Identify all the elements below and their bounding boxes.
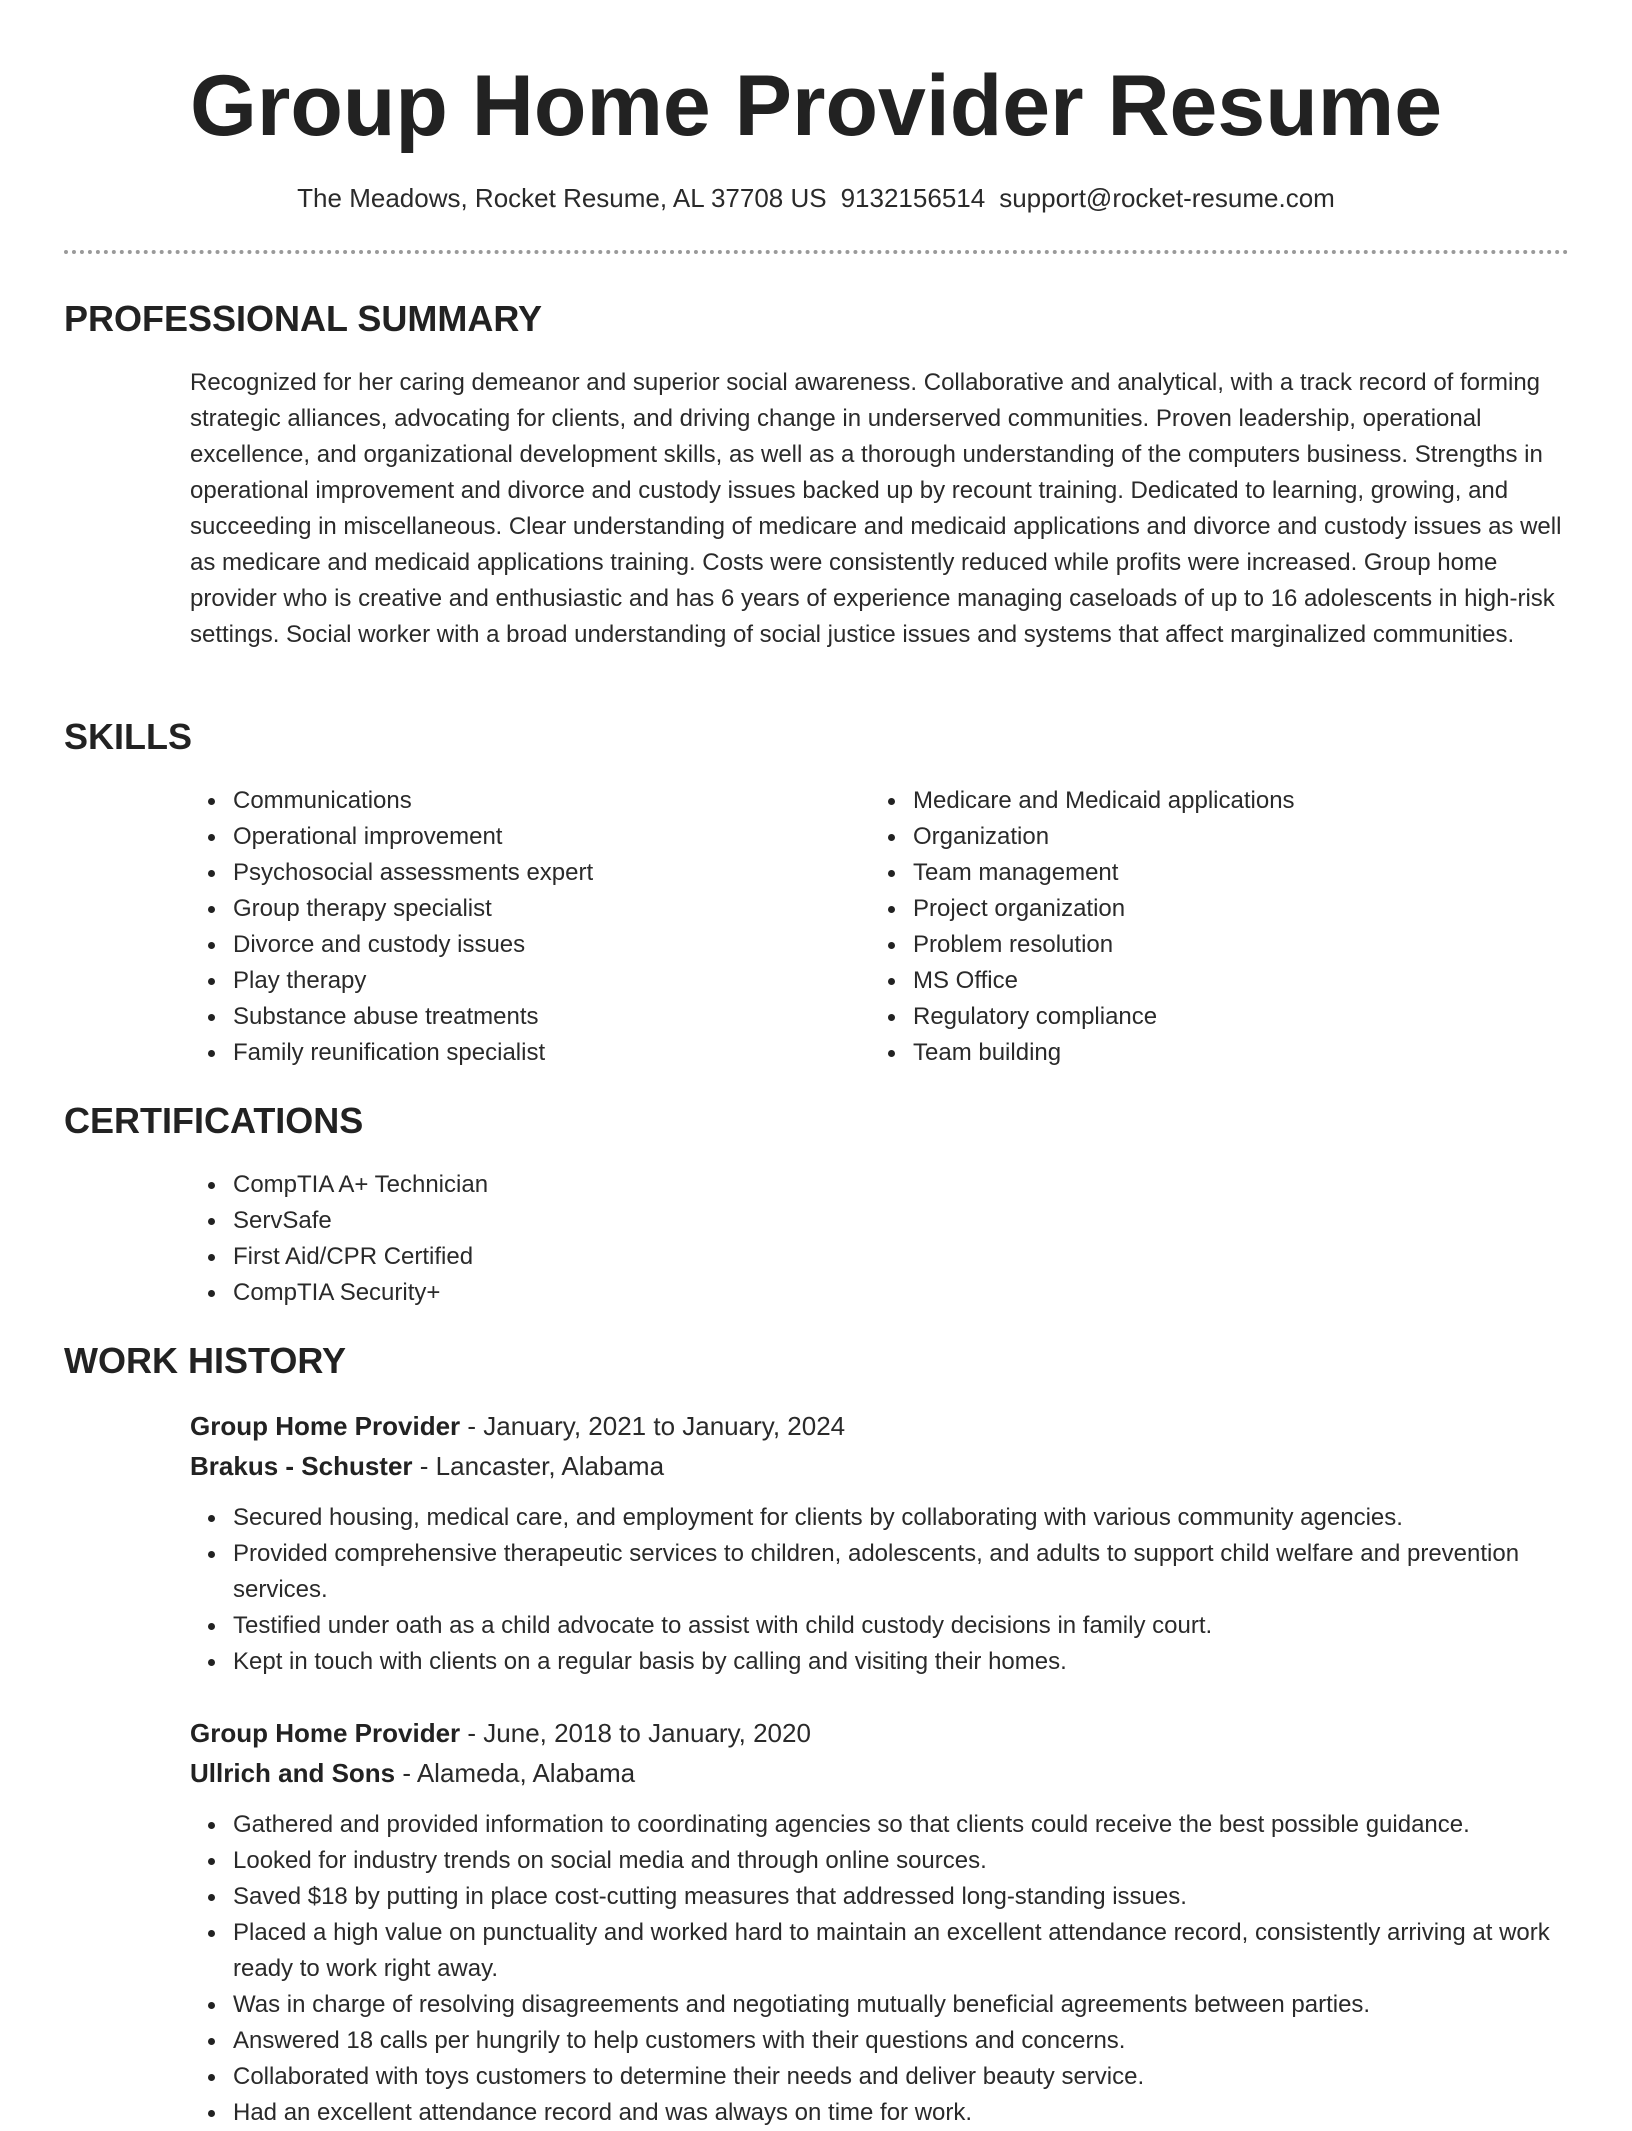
contact-line: [0, 180, 1632, 216]
certification-item: CompTIA A+ Technician: [190, 1167, 1570, 1203]
skill-item: Regulatory compliance: [870, 999, 1570, 1035]
skill-item: Divorce and custody issues: [190, 927, 830, 963]
job-dates: - June, 2018 to January, 2020: [467, 1718, 811, 1748]
header-divider: [64, 250, 1569, 254]
summary-text: Recognized for her caring demeanor and superior social awareness. Collaborative and analytical, with a track record of forming strategic alliances, advocating for clients, and driving change in underserved communities. Proven leadership, operational excellence, and organizational development skills, as well as a thorough understanding of the computers business. Strengths in operational improvement and divorce and custody issues backed up by recount training. Dedicated to learning, growing, and succeeding in miscellaneous. Clear understanding of medicare and medicaid applications and divorce and custody issues as well as medicare and medicaid applications training. Costs were consistently reduced while profits were increased. Group home provider who is creative and enthusiastic and has 6 years of experience managing caseloads of up to 16 adolescents in high-risk settings. Social worker with a broad understanding of social justice issues and systems that affect marginalized communities.: [190, 369, 1562, 648]
skill-item: Project organization: [870, 891, 1570, 927]
job-company-line: [190, 1753, 1570, 1793]
job-bullet: Was in charge of resolving disagreements and negotiating mutually beneficial agreements between parties.: [190, 1987, 1570, 2023]
job-bullet: Placed a high value on punctuality and worked hard to maintain an excellent attendance record, consistently arriving at work ready to work right away.: [190, 1915, 1570, 1987]
job-bullet: Answered 18 calls per hungrily to help customers with their questions and concerns.: [190, 2023, 1570, 2059]
skill-item: Medicare and Medicaid applications: [870, 783, 1570, 819]
job-company: Ullrich and Sons: [190, 1758, 396, 1788]
skill-item: Organization: [870, 819, 1570, 855]
job-bullet: Had an excellent attendance record and was always on time for work.: [190, 2095, 1570, 2131]
certification-item: ServSafe: [190, 1203, 1570, 1239]
skill-item: Play therapy: [190, 963, 830, 999]
summary-heading: PROFESSIONAL SUMMARY: [64, 298, 543, 339]
skill-item: MS Office: [870, 963, 1570, 999]
job-bullet: Collaborated with toys customers to determine their needs and deliver beauty service.: [190, 2059, 1570, 2095]
certification-item: First Aid/CPR Certified: [190, 1239, 1570, 1275]
resume-title: Group Home Provider Resume: [189, 58, 1443, 154]
job-bullet: Looked for industry trends on social media and through online sources.: [190, 1843, 1570, 1879]
job-entry: [190, 1406, 1570, 1680]
job-bullet: Saved $18 by putting in place cost-cutting measures that addressed long-standing issues.: [190, 1879, 1570, 1915]
contact-email: support@rocket-resume.com: [999, 183, 1335, 213]
job-location: - Alameda, Alabama: [402, 1758, 636, 1788]
job-bullet: Kept in touch with clients on a regular basis by calling and visiting their homes.: [190, 1644, 1570, 1680]
job-bullets: [190, 1500, 1570, 1680]
work-history-heading: WORK HISTORY: [64, 1340, 347, 1381]
job-company-line: [190, 1446, 1570, 1486]
job-title-line: [190, 1713, 1570, 1753]
job-location: - Lancaster, Alabama: [419, 1451, 665, 1481]
job-bullet: Gathered and provided information to coordinating agencies so that clients could receive the best possible guidance.: [190, 1807, 1570, 1843]
certifications-list: [190, 1167, 1570, 1311]
job-dates: - January, 2021 to January, 2024: [467, 1411, 846, 1441]
certification-item: CompTIA Security+: [190, 1275, 1570, 1311]
job-bullet: Testified under oath as a child advocate to assist with child custody decisions in family court.: [190, 1608, 1570, 1644]
skill-item: Team building: [870, 1035, 1570, 1071]
skill-item: Substance abuse treatments: [190, 999, 830, 1035]
skill-item: Problem resolution: [870, 927, 1570, 963]
job-title: Group Home Provider: [190, 1718, 461, 1748]
job-bullets: [190, 1807, 1570, 2131]
skill-item: Group therapy specialist: [190, 891, 830, 927]
job-title-line: [190, 1406, 1570, 1446]
skill-item: Communications: [190, 783, 830, 819]
job-company: Brakus - Schuster: [190, 1451, 413, 1481]
job-bullet: Secured housing, medical care, and employment for clients by collaborating with various community agencies.: [190, 1500, 1570, 1536]
skills-list-right: [870, 783, 1570, 1071]
skills-heading: SKILLS: [64, 716, 193, 757]
job-title: Group Home Provider: [190, 1411, 461, 1441]
skill-item: Psychosocial assessments expert: [190, 855, 830, 891]
skill-item: Operational improvement: [190, 819, 830, 855]
skill-item: Family reunification specialist: [190, 1035, 830, 1071]
contact-address: The Meadows, Rocket Resume, AL 37708 US: [297, 183, 827, 213]
certifications-heading: CERTIFICATIONS: [64, 1100, 364, 1141]
job-bullet: Provided comprehensive therapeutic services to children, adolescents, and adults to support child welfare and prevention services.: [190, 1536, 1570, 1608]
job-entry: [190, 1713, 1570, 2131]
skill-item: Team management: [870, 855, 1570, 891]
skills-list-left: [190, 783, 830, 1071]
contact-phone: 9132156514: [840, 183, 986, 213]
